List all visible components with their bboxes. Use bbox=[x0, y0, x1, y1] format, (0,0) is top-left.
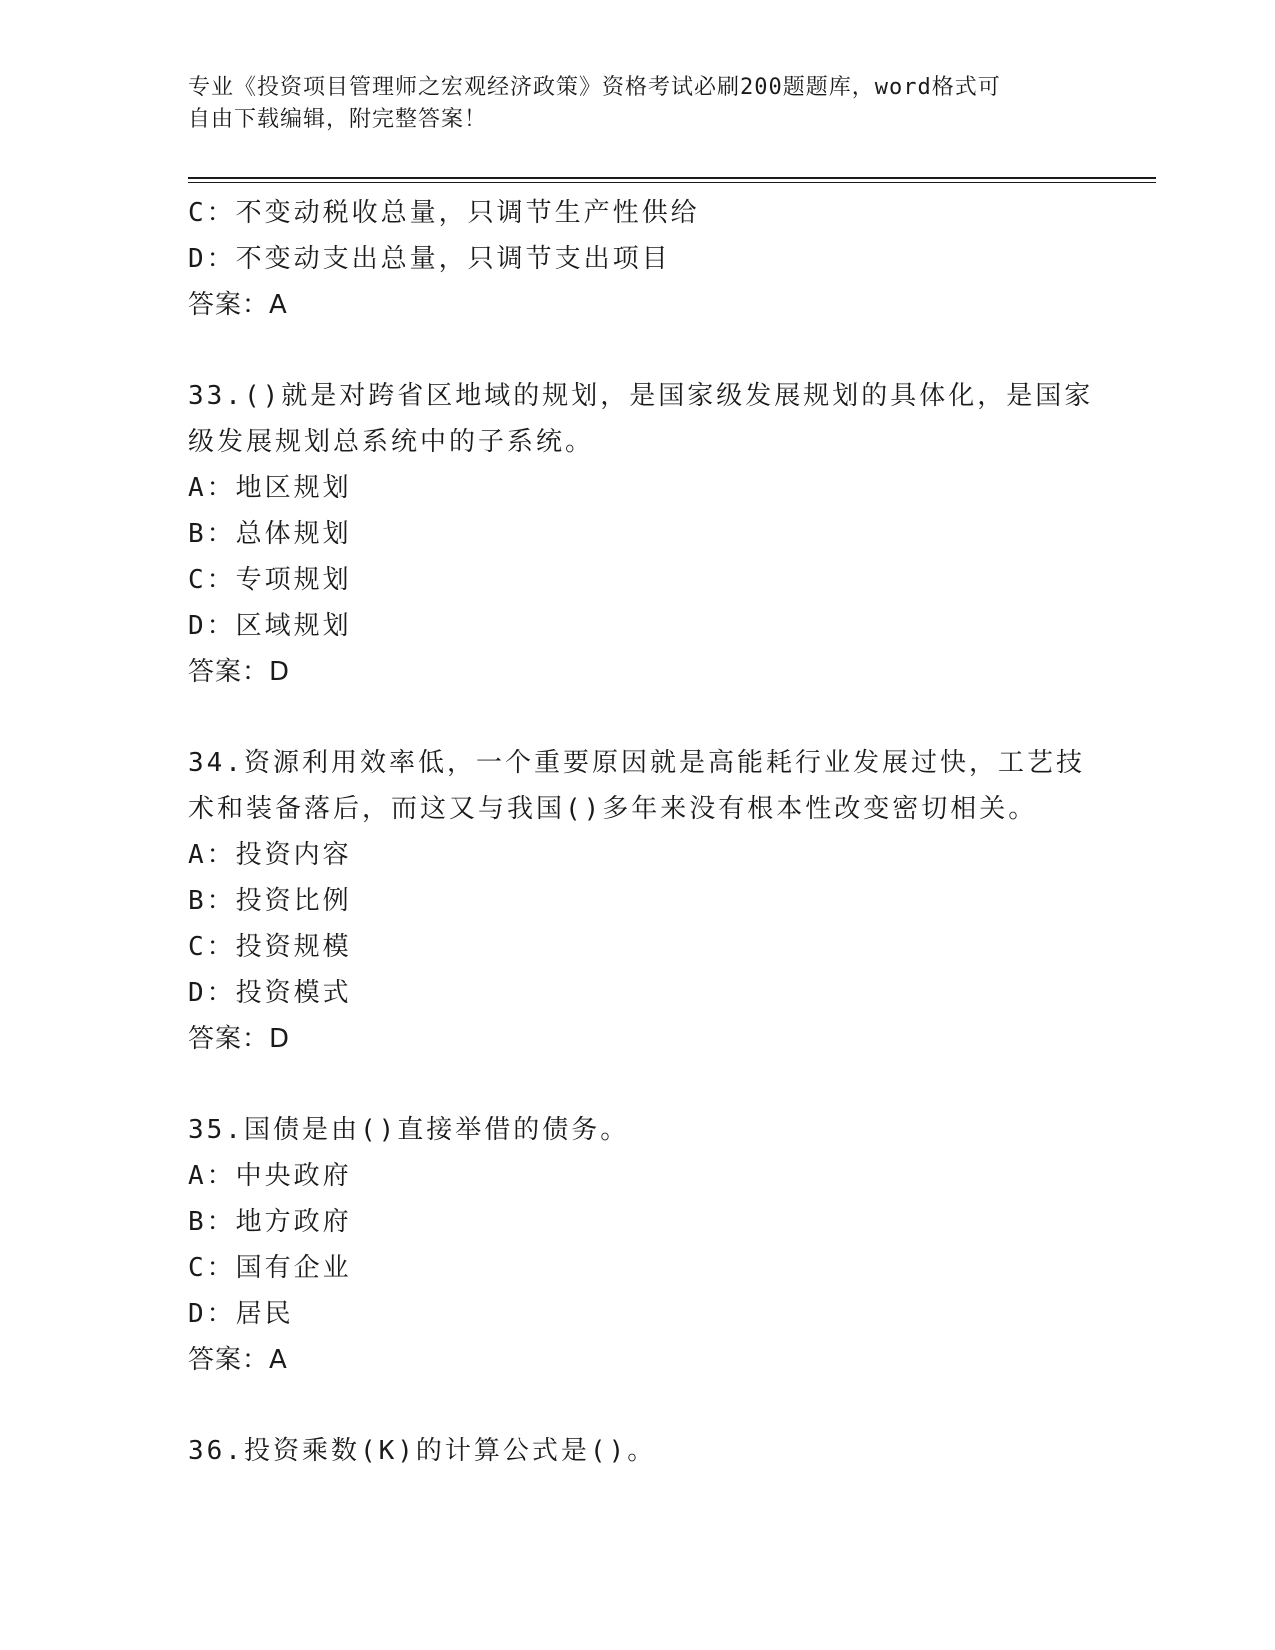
option-label: C： bbox=[188, 932, 236, 962]
question-stem-line-1: 36.投资乘数(K)的计算公式是()。 bbox=[188, 1436, 657, 1466]
option-label: D： bbox=[188, 978, 236, 1008]
option-text: 专项规划 bbox=[235, 565, 352, 595]
option-text: 投资内容 bbox=[235, 840, 352, 870]
option-text: 不变动支出总量，只调节支出项目 bbox=[235, 244, 671, 274]
option-label: A： bbox=[188, 840, 236, 870]
header-divider-thin bbox=[188, 182, 1156, 183]
question-32 bbox=[188, 190, 1088, 328]
option-text: 地方政府 bbox=[235, 1207, 352, 1237]
option-b bbox=[188, 511, 1088, 557]
question-35 bbox=[188, 1107, 1088, 1383]
header-divider-thick bbox=[188, 177, 1156, 179]
answer-line: 答案：D bbox=[188, 1024, 291, 1054]
question-stem-line-2: 级发展规划总系统中的子系统。 bbox=[188, 427, 595, 457]
option-text: 区域规划 bbox=[235, 611, 352, 641]
option-text: 地区规划 bbox=[235, 473, 352, 503]
option-a bbox=[188, 465, 1088, 511]
option-label: C： bbox=[188, 1253, 236, 1283]
option-text: 投资比例 bbox=[235, 886, 352, 916]
option-b bbox=[188, 1199, 1088, 1245]
option-text: 中央政府 bbox=[235, 1161, 352, 1191]
option-label: B： bbox=[188, 886, 236, 916]
question-stem-line-2: 术和装备落后，而这又与我国()多年来没有根本性改变密切相关。 bbox=[188, 794, 1038, 824]
option-label: D： bbox=[188, 611, 236, 641]
option-text: 投资规模 bbox=[235, 932, 352, 962]
option-text: 不变动税收总量，只调节生产性供给 bbox=[235, 198, 700, 228]
option-label: C： bbox=[188, 198, 236, 228]
answer-line: 答案：A bbox=[188, 1345, 288, 1375]
option-c bbox=[188, 557, 1088, 603]
option-text: 总体规划 bbox=[235, 519, 352, 549]
option-label: D： bbox=[188, 244, 236, 274]
option-label: D： bbox=[188, 1299, 236, 1329]
option-a bbox=[188, 1153, 1088, 1199]
header-line-2: 自由下载编辑，附完整答案！ bbox=[188, 107, 488, 132]
option-b bbox=[188, 878, 1088, 924]
question-36 bbox=[188, 1428, 1088, 1474]
option-c bbox=[188, 1245, 1088, 1291]
option-label: B： bbox=[188, 1207, 236, 1237]
answer-line: 答案：A bbox=[188, 290, 288, 320]
option-label: A： bbox=[188, 1161, 236, 1191]
question-list bbox=[188, 190, 1094, 1474]
option-label: C： bbox=[188, 565, 236, 595]
option-label: A： bbox=[188, 473, 236, 503]
option-text: 投资模式 bbox=[235, 978, 352, 1008]
question-33 bbox=[188, 373, 1094, 695]
option-d bbox=[188, 603, 1088, 649]
option-label: B： bbox=[188, 519, 236, 549]
question-34 bbox=[188, 740, 1088, 1062]
header-line-1: 专业《投资项目管理师之宏观经济政策》资格考试必刷200题题库，word格式可 bbox=[188, 75, 1001, 100]
option-a bbox=[188, 832, 1088, 878]
option-d bbox=[188, 1291, 1088, 1337]
answer-line: 答案：D bbox=[188, 657, 291, 687]
option-text: 国有企业 bbox=[235, 1253, 352, 1283]
option-c bbox=[188, 190, 1088, 236]
question-stem-line-1: 33.()就是对跨省区地域的规划，是国家级发展规划的具体化，是国家 bbox=[188, 381, 1094, 411]
option-d bbox=[188, 970, 1088, 1016]
document-header bbox=[188, 72, 1078, 136]
question-stem-line-1: 35.国债是由()直接举借的债务。 bbox=[188, 1115, 630, 1145]
option-d bbox=[188, 236, 1088, 282]
option-c bbox=[188, 924, 1088, 970]
option-text: 居民 bbox=[235, 1299, 294, 1329]
question-stem-line-1: 34.资源利用效率低，一个重要原因就是高能耗行业发展过快，工艺技 bbox=[188, 748, 1085, 778]
